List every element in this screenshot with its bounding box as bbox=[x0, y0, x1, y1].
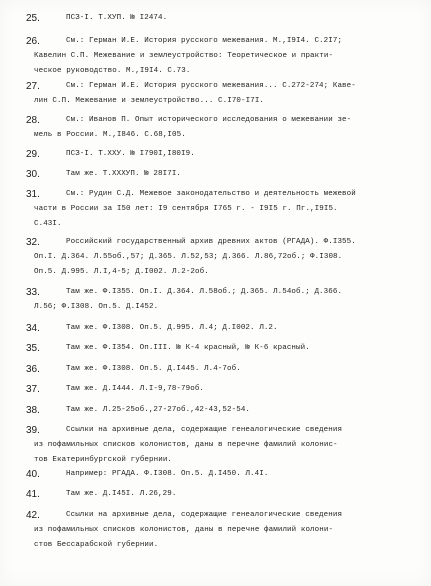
footnote-text-line: Там же. Л.25-25об.,27-27об.,42-43,52-54. bbox=[66, 406, 251, 414]
footnote-number: 26. bbox=[26, 36, 40, 47]
footnote-text-line: Там же. Ф.I308. Оп.5. Д.995. Л.4; Д.I002. Л.2. bbox=[66, 324, 278, 332]
footnote-text-line: ПСЗ-I. Т.ХХУ. № I790I,I80I9. bbox=[66, 150, 195, 158]
footnote-number: 40. bbox=[26, 469, 40, 480]
footnote-text-line: Ссылки на архивные дела, содержащие генеалогические сведения bbox=[66, 511, 343, 519]
footnote-text-line: Там же. Д.I444. Л.I-9,78-79об. bbox=[66, 385, 205, 393]
footnote-number: 29. bbox=[26, 149, 40, 160]
footnote-text-line: См.: Иванов П. Опыт исторического исследования о межевании зе- bbox=[66, 116, 352, 124]
footnote-text-line: Кавелин С.П. Межевание и землеустройство: Теоретическое и практи- bbox=[34, 52, 334, 60]
footnote-text-line: мель в России. М.,I846. С.68,I05. bbox=[34, 131, 186, 139]
footnote-text-line: из пофамильных списков колонистов, даны в перечне фамилий колонис- bbox=[34, 441, 338, 449]
footnote-text-line: См.: Рудин С.Д. Межевое законодательство и деятельность межевой bbox=[66, 190, 356, 198]
footnote-text-line: См.: Герман И.Е. История русского межевания... С.272-274; Каве- bbox=[66, 82, 356, 90]
footnote-text-line: части в России за I50 лет: I9 сентября I765 г. - I9I5 г. Пг.,I9I5. bbox=[34, 205, 338, 213]
footnote-number: 30. bbox=[26, 169, 40, 180]
footnote-number: 32. bbox=[26, 237, 40, 248]
footnote-text-line: из пофамильных списков колонистов, даны в перечне фамилий колони- bbox=[34, 526, 334, 534]
footnote-text-line: Там же. Ф.I355. Оп.I. Д.364. Л.58об.; Д.365. Л.54об.; Д.366. bbox=[66, 288, 343, 296]
footnote-number: 37. bbox=[26, 384, 40, 395]
footnote-text-line: Российский государственный архив древних актов (РГАДА). Ф.I355. bbox=[66, 238, 356, 246]
footnote-text-line: Ссылки на архивные дела, содержащие генеалогические сведения bbox=[66, 426, 343, 434]
footnote-number: 36. bbox=[26, 364, 40, 375]
footnote-text-line: Там же. Т.ХХХУП. № 28I7I. bbox=[66, 170, 182, 178]
footnote-number: 39. bbox=[26, 425, 40, 436]
footnote-text-line: Оп.5. Д.995. Л.I,4-5; Д.I002. Л.2-2об. bbox=[34, 268, 209, 276]
footnote-number: 42. bbox=[26, 510, 40, 521]
footnote-text-line: См.: Герман И.Е. История русского межевания. М.,I9I4. С.2I7; bbox=[66, 37, 343, 45]
footnote-number: 35. bbox=[26, 343, 40, 354]
footnote-text-line: Л.56; Ф.I308. Оп.5. Д.I452. bbox=[34, 303, 159, 311]
footnote-number: 41. bbox=[26, 489, 40, 500]
footnote-text-line: Например: РГАДА. Ф.I308. Оп.5. Д.I450. Л.4I. bbox=[66, 470, 269, 478]
footnote-text-line: Оп.I. Д.364. Л.55об.,57; Д.365. Л.52,53; Д.366. Л.86,72об.; Ф.I308. bbox=[34, 253, 343, 261]
footnote-text-line: Там же. Ф.I308. Оп.5. Д.I445. Л.4-7об. bbox=[66, 365, 241, 373]
footnote-text-line: ПСЗ-I. Т.ХУП. № I2474. bbox=[66, 14, 168, 22]
footnote-number: 34. bbox=[26, 323, 40, 334]
footnote-number: 33. bbox=[26, 287, 40, 298]
footnote-text-line: тов Екатеринбургской губернии. bbox=[34, 456, 173, 464]
footnote-text-line: лин С.П. Межевание и землеустройство... С.I70-I7I. bbox=[34, 97, 265, 105]
footnote-number: 28. bbox=[26, 115, 40, 126]
footnote-number: 38. bbox=[26, 405, 40, 416]
footnote-text-line: Там же. Д.I45I. Л.26,29. bbox=[66, 490, 177, 498]
footnote-text-line: Там же. Ф.I354. Оп.III. № К-4 красный, № К-6 красный. bbox=[66, 344, 310, 352]
footnote-text-line: стов Бессарабской губернии. bbox=[34, 541, 159, 549]
footnote-text-line: ческое руководство. М.,I9I4. С.73. bbox=[34, 67, 191, 75]
footnote-text-line: С.43I. bbox=[34, 220, 62, 228]
footnote-number: 27. bbox=[26, 81, 40, 92]
footnote-number: 31. bbox=[26, 189, 40, 200]
footnote-number: 25. bbox=[26, 13, 40, 24]
